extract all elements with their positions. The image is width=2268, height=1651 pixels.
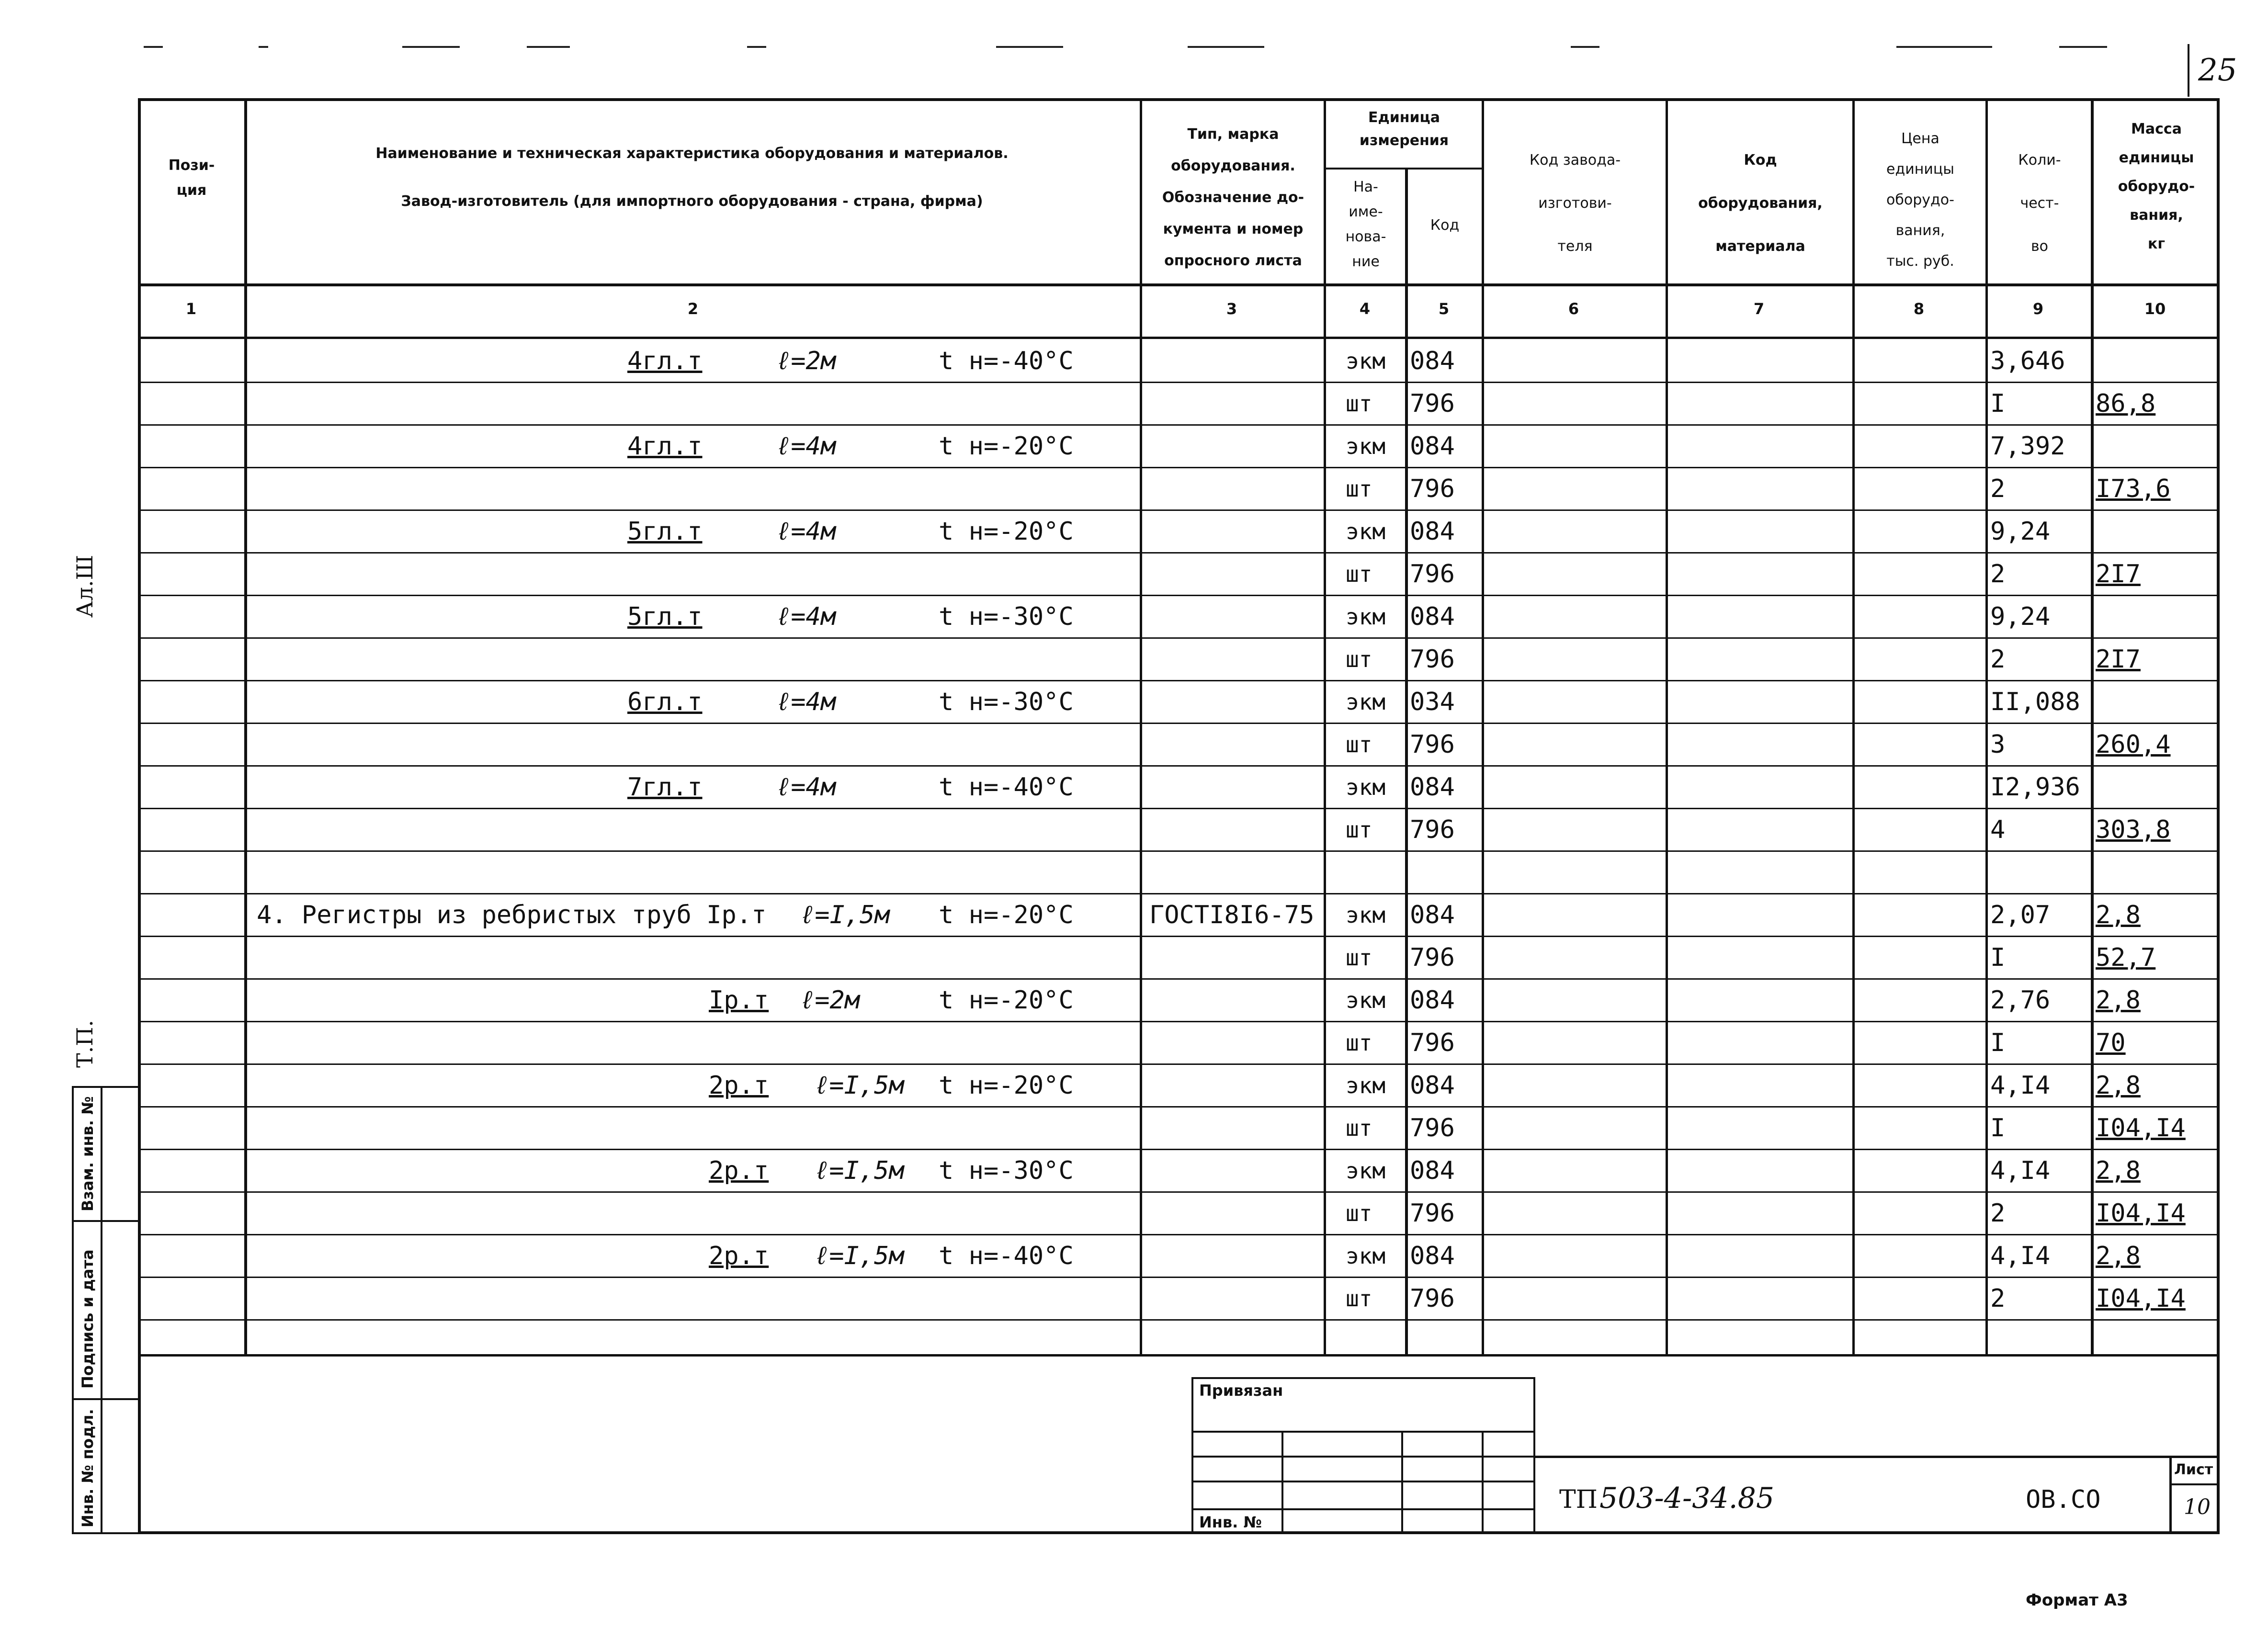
quantity: I: [1990, 943, 2006, 972]
unit-name: экм: [1346, 348, 1386, 374]
quantity: 4,I4: [1990, 1071, 2051, 1100]
unit-code: 084: [1410, 347, 1455, 375]
item-temperature: t н=-20°C: [939, 986, 1074, 1015]
row-separator: [138, 1319, 2220, 1321]
item-mark: 6гл.т: [627, 688, 703, 716]
unit-mass: 2I7: [2096, 560, 2141, 588]
unit-name: шт: [1346, 1286, 1372, 1312]
quantity: 2: [1990, 1284, 2006, 1313]
item-temperature: t н=-30°C: [939, 1156, 1074, 1185]
quantity: 9,24: [1990, 517, 2051, 546]
format-label: Формат А3: [2026, 1591, 2128, 1610]
row-separator: [138, 595, 2220, 596]
item-temperature: t н=-20°C: [939, 517, 1074, 546]
hdr-col45-group: Единица измерения: [1359, 109, 1449, 149]
hdr-col7: Код оборудования, материала: [1698, 152, 1823, 255]
hdr-col2-line1: Наименование и техническая характеристика оборудования и материалов.: [375, 145, 1009, 162]
unit-code: 084: [1410, 1242, 1455, 1270]
unit-code: 084: [1410, 602, 1455, 631]
column-number: 9: [2032, 300, 2044, 318]
quantity: 4: [1990, 815, 2006, 844]
doc-code-prefix: ТП: [1559, 1485, 1598, 1514]
item-temperature: t н=-40°C: [939, 347, 1074, 375]
item-mark: 4. Регистры из ребристых труб Iр.т: [257, 901, 767, 929]
hdr-col5: Код: [1430, 217, 1460, 234]
unit-name: шт: [1346, 732, 1372, 758]
unit-name: шт: [1346, 646, 1372, 672]
column-number: 1: [185, 300, 197, 318]
item-mark: 2р.т: [709, 1071, 769, 1100]
sheet-number: 10: [2184, 1495, 2211, 1519]
item-temperature: t н=-30°C: [939, 688, 1074, 716]
row-separator: [138, 509, 2220, 511]
unit-code: 084: [1410, 1156, 1455, 1185]
unit-name: шт: [1346, 476, 1372, 502]
quantity: 7,392: [1990, 432, 2065, 461]
row-separator: [138, 1149, 2220, 1150]
hdr-col8: Цена единицы оборудо- вания, тыс. руб.: [1886, 130, 1954, 270]
item-doc: ГОСТI8I6-75: [1149, 901, 1315, 929]
row-separator: [138, 1106, 2220, 1108]
item-length: ℓ=I,5м: [814, 1156, 904, 1185]
side-label-inv: Инв. № подл.: [79, 1409, 97, 1527]
row-separator: [138, 765, 2220, 767]
unit-code: 796: [1410, 1114, 1455, 1142]
quantity: I: [1990, 1029, 2006, 1057]
hdr-col9: Коли- чест- во: [2018, 152, 2061, 255]
quantity: 3,646: [1990, 347, 2065, 375]
unit-name: экм: [1346, 689, 1386, 715]
unit-mass: 303,8: [2096, 815, 2171, 844]
sheet-label: Лист: [2174, 1461, 2213, 1478]
quantity: 3: [1990, 730, 2006, 759]
unit-name: экм: [1346, 774, 1386, 800]
item-length: ℓ=4м: [776, 773, 836, 802]
item-length: ℓ=4м: [776, 688, 836, 716]
column-number: 7: [1753, 300, 1765, 318]
item-length: ℓ=4м: [776, 517, 836, 546]
unit-name: экм: [1346, 902, 1386, 928]
unit-mass: 52,7: [2096, 943, 2156, 972]
unit-mass: 260,4: [2096, 730, 2171, 759]
row-separator: [138, 1063, 2220, 1065]
unit-code: 796: [1410, 815, 1455, 844]
item-mark: 4гл.т: [627, 432, 703, 461]
item-temperature: t н=-30°C: [939, 602, 1074, 631]
unit-code: 796: [1410, 389, 1455, 418]
quantity: 2,76: [1990, 986, 2051, 1015]
unit-mass: I04,I4: [2096, 1199, 2186, 1228]
row-separator: [138, 978, 2220, 980]
unit-name: экм: [1346, 519, 1386, 544]
unit-mass: 2I7: [2096, 645, 2141, 674]
item-mark: 2р.т: [709, 1242, 769, 1270]
row-separator: [138, 1234, 2220, 1235]
quantity: I: [1990, 1114, 2006, 1142]
row-separator: [138, 637, 2220, 639]
unit-name: шт: [1346, 817, 1372, 843]
item-temperature: t н=-40°C: [939, 1242, 1074, 1270]
unit-code: 084: [1410, 1071, 1455, 1100]
item-length: ℓ=4м: [776, 432, 836, 461]
margin-label-al: Ал.Ш: [72, 554, 98, 618]
page-number: 25: [2198, 53, 2237, 88]
unit-mass: 2,8: [2096, 1071, 2141, 1100]
quantity: 2: [1990, 560, 2006, 588]
column-number: 3: [1226, 300, 1237, 318]
unit-name: шт: [1346, 1200, 1372, 1226]
unit-mass: I04,I4: [2096, 1114, 2186, 1142]
side-label-podpis: Подпись и дата: [79, 1249, 97, 1389]
quantity: 2,07: [1990, 901, 2051, 929]
quantity: 9,24: [1990, 602, 2051, 631]
quantity: I2,936: [1990, 773, 2080, 802]
item-temperature: t н=-20°C: [939, 901, 1074, 929]
item-mark: Iр.т: [709, 986, 769, 1015]
row-separator: [138, 680, 2220, 681]
side-label-vzam: Взам. инв. №: [79, 1096, 97, 1211]
unit-mass: 2,8: [2096, 1156, 2141, 1185]
unit-mass: 70: [2096, 1029, 2126, 1057]
item-temperature: t н=-20°C: [939, 1071, 1074, 1100]
row-separator: [138, 424, 2220, 426]
unit-name: шт: [1346, 391, 1372, 417]
column-number: 5: [1438, 300, 1450, 318]
item-length: ℓ=4м: [776, 602, 836, 631]
column-number: 8: [1913, 300, 1925, 318]
item-mark: 5гл.т: [627, 602, 703, 631]
row-separator: [138, 1021, 2220, 1022]
row-separator: [138, 1277, 2220, 1278]
unit-code: 034: [1410, 688, 1455, 716]
quantity: II,088: [1990, 688, 2080, 716]
row-separator: [138, 382, 2220, 383]
unit-code: 796: [1410, 1199, 1455, 1228]
item-temperature: t н=-40°C: [939, 773, 1074, 802]
unit-code: 796: [1410, 730, 1455, 759]
unit-code: 084: [1410, 986, 1455, 1015]
row-separator: [138, 808, 2220, 809]
quantity: 4,I4: [1990, 1242, 2051, 1270]
unit-code: 796: [1410, 560, 1455, 588]
unit-code: 084: [1410, 773, 1455, 802]
row-separator: [138, 552, 2220, 554]
unit-name: шт: [1346, 945, 1372, 971]
item-mark: 5гл.т: [627, 517, 703, 546]
inv-label: Инв. №: [1199, 1513, 1262, 1531]
quantity: 2: [1990, 1199, 2006, 1228]
hdr-col10: Масса единицы оборудо- вания, кг: [2118, 121, 2195, 252]
hdr-col4: На- име- нова- ние: [1345, 179, 1386, 270]
hdr-col2-line2: Завод-изготовитель (для импортного оборудования - страна, фирма): [401, 193, 983, 210]
column-number: 6: [1568, 300, 1579, 318]
bound-label: Привязан: [1199, 1381, 1283, 1400]
unit-code: 084: [1410, 432, 1455, 461]
doc-code: 503-4-34.85: [1599, 1481, 1775, 1515]
unit-name: экм: [1346, 987, 1386, 1013]
unit-mass: 86,8: [2096, 389, 2156, 418]
item-mark: 2р.т: [709, 1156, 769, 1185]
hdr-col3: Тип, марка оборудования. Обозначение до- кумента и номер опросного листа: [1162, 126, 1304, 269]
unit-name: экм: [1346, 1073, 1386, 1098]
unit-name: экм: [1346, 433, 1386, 459]
item-length: ℓ=I,5м: [814, 1242, 904, 1270]
row-separator: [138, 1191, 2220, 1193]
item-length: ℓ=2м: [776, 347, 836, 375]
unit-name: экм: [1346, 1243, 1386, 1269]
unit-code: 796: [1410, 1029, 1455, 1057]
unit-mass: I73,6: [2096, 475, 2171, 503]
item-length: ℓ=2м: [800, 986, 860, 1015]
unit-code: 796: [1410, 943, 1455, 972]
quantity: I: [1990, 389, 2006, 418]
item-length: ℓ=I,5м: [814, 1071, 904, 1100]
unit-name: шт: [1346, 561, 1372, 587]
unit-name: шт: [1346, 1030, 1372, 1056]
quantity: 2: [1990, 645, 2006, 674]
item-mark: 7гл.т: [627, 773, 703, 802]
hdr-col1: Пози- ция: [168, 157, 215, 199]
row-separator: [138, 467, 2220, 468]
unit-code: 084: [1410, 901, 1455, 929]
unit-code: 796: [1410, 1284, 1455, 1313]
unit-mass: 2,8: [2096, 1242, 2141, 1270]
item-temperature: t н=-20°C: [939, 432, 1074, 461]
quantity: 4,I4: [1990, 1156, 2051, 1185]
hdr-col6: Код завода- изготови- теля: [1529, 152, 1621, 255]
item-mark: 4гл.т: [627, 347, 703, 375]
row-separator: [138, 850, 2220, 852]
item-length: ℓ=I,5м: [800, 901, 890, 929]
quantity: 2: [1990, 475, 2006, 503]
unit-mass: 2,8: [2096, 986, 2141, 1015]
page-number-mark: [2188, 44, 2189, 97]
row-separator: [138, 936, 2220, 937]
column-number: 4: [1359, 300, 1371, 318]
unit-name: экм: [1346, 604, 1386, 630]
column-number: 10: [2144, 300, 2166, 318]
column-number: 2: [687, 300, 699, 318]
row-separator: [138, 893, 2220, 894]
unit-name: экм: [1346, 1158, 1386, 1184]
row-separator: [138, 723, 2220, 724]
unit-mass: I04,I4: [2096, 1284, 2186, 1313]
section-code: ОВ.СО: [2026, 1485, 2101, 1514]
unit-mass: 2,8: [2096, 901, 2141, 929]
unit-code: 796: [1410, 475, 1455, 503]
unit-code: 796: [1410, 645, 1455, 674]
unit-code: 084: [1410, 517, 1455, 546]
margin-label-tp: Т.П.: [72, 1019, 98, 1068]
unit-name: шт: [1346, 1115, 1372, 1141]
